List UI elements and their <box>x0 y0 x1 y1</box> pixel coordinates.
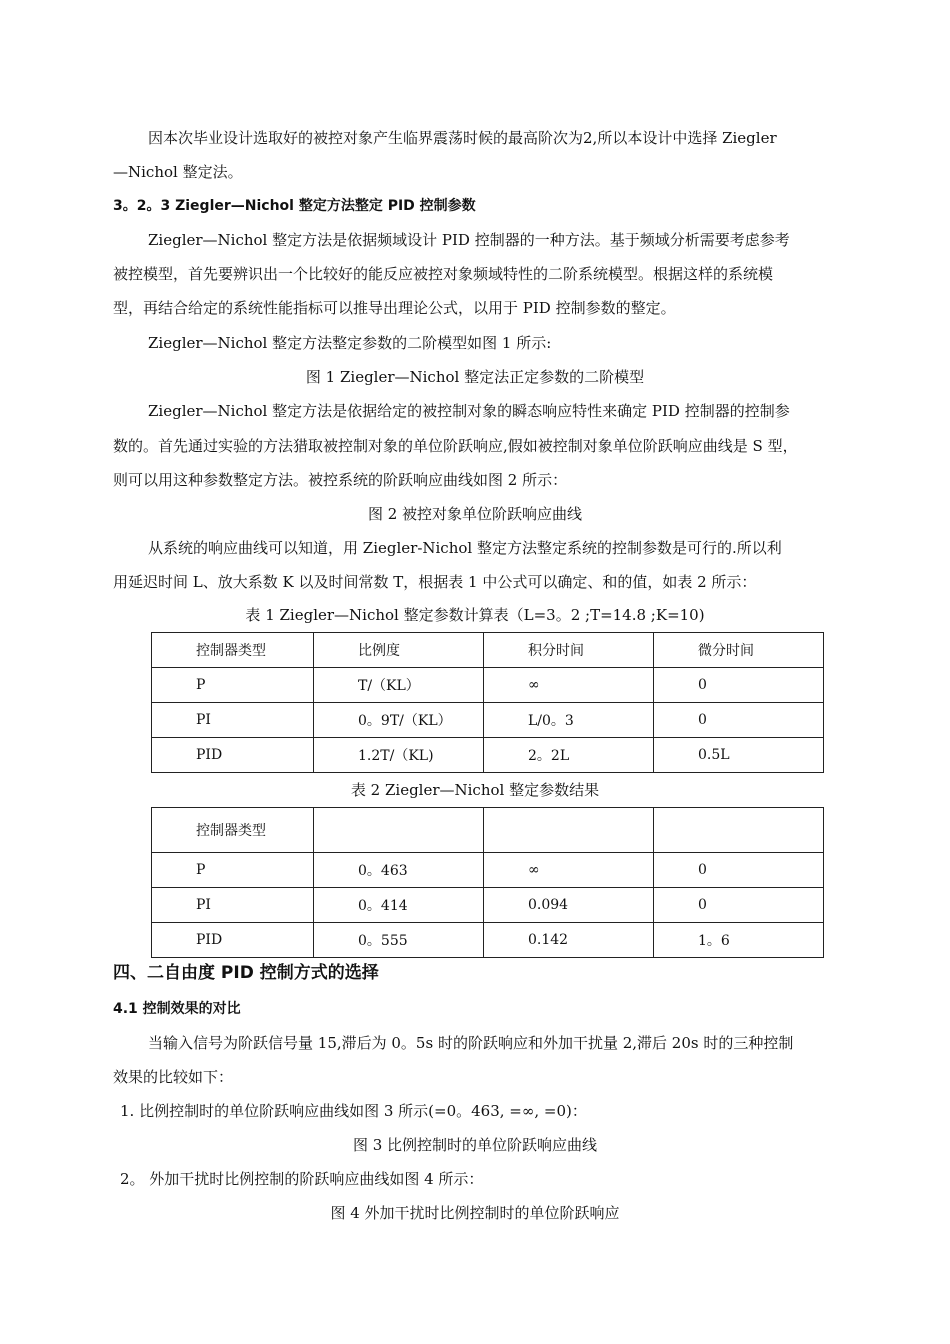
table-cell: 0 <box>654 668 824 703</box>
section-heading-3-2-3: 3。2。3 Ziegler—Nichol 整定方法整定 PID 控制参数 <box>113 198 476 214</box>
figure-2-caption: 图 2 被控对象单位阶跃响应曲线 <box>367 505 583 523</box>
table-header-cell: 控制器类型 <box>152 808 314 853</box>
table-cell: 0 <box>654 703 824 738</box>
table-row <box>152 923 824 958</box>
table-cell: 0 <box>654 888 824 923</box>
table-cell: 0.094 <box>484 888 654 923</box>
table-header-row <box>152 808 824 853</box>
figure-3-caption: 图 3 比例控制时的单位阶跃响应曲线 <box>352 1136 598 1154</box>
section-heading-4: 四、二自由度 PID 控制方式的选择 <box>113 963 379 983</box>
paragraph-line: Ziegler—Nichol 整定方法整定参数的二阶模型如图 1 所示: <box>148 334 552 352</box>
table-header-cell: 微分时间 <box>654 633 824 668</box>
table-cell: PI <box>152 888 314 923</box>
table-cell: T/（KL） <box>314 668 484 703</box>
paragraph-line: 型，再结合给定的系统性能指标可以推导出理论公式，以用于 PID 控制参数的整定。 <box>113 299 676 317</box>
table-cell: ∞ <box>484 853 654 888</box>
figure-1-caption: 图 1 Ziegler—Nichol 整定法正定参数的二阶模型 <box>305 368 645 386</box>
paragraph-line: Ziegler—Nichol 整定方法是依据频域设计 PID 控制器的一种方法。基于频域分析需要考虑参考 <box>148 231 790 249</box>
paragraph-line: 则可以用这种参数整定方法。被控系统的阶跃响应曲线如图 2 所示： <box>113 471 568 489</box>
table-header-cell <box>484 808 654 853</box>
table-row <box>152 888 824 923</box>
table-cell: L/0。3 <box>484 703 654 738</box>
paragraph-line: 效果的比较如下： <box>113 1068 234 1086</box>
list-item-1: 1. 比例控制时的单位阶跃响应曲线如图 3 所示(=0。463, =∞, =0)： <box>120 1102 587 1120</box>
paragraph-line: 数的。首先通过实验的方法猎取被控制对象的单位阶跃响应,假如被控制对象单位阶跃响应曲线是 S 型， <box>113 437 798 455</box>
table-row <box>152 703 824 738</box>
paragraph-line: 用延迟时间 L、放大系数 K 以及时间常数 T，根据表 1 中公式可以确定、和的值，如表 2 所示： <box>113 573 757 591</box>
table-cell: 0.142 <box>484 923 654 958</box>
table-header-cell <box>314 808 484 853</box>
table-header-row <box>152 633 824 668</box>
table-cell: 0。414 <box>314 888 484 923</box>
paragraph-line: 被控模型，首先要辨识出一个比较好的能反应被控对象频域特性的二阶系统模型。根据这样的系统模 <box>113 265 774 283</box>
paragraph-line: 当输入信号为阶跃信号量 15,滞后为 0。5s 时的阶跃响应和外加干扰量 2,滞后 20s 时的三种控制 <box>148 1034 794 1052</box>
table-2 <box>151 807 824 958</box>
table-header-cell <box>654 808 824 853</box>
table-header-cell: 积分时间 <box>484 633 654 668</box>
table-cell: 0.5L <box>654 738 824 773</box>
table-cell: PI <box>152 703 314 738</box>
table-2-caption: 表 2 Ziegler—Nichol 整定参数结果 <box>350 781 600 799</box>
table-cell: ∞ <box>484 668 654 703</box>
table-cell: PID <box>152 923 314 958</box>
table-cell: 2。2L <box>484 738 654 773</box>
table-1 <box>151 632 824 773</box>
paragraph-line: —Nichol 整定法。 <box>113 163 243 181</box>
table-cell: 0。463 <box>314 853 484 888</box>
table-cell: 0。9T/（KL） <box>314 703 484 738</box>
paragraph-line: 从系统的响应曲线可以知道，用 Ziegler-Nichol 整定方法整定系统的控制参数是可行的.所以利 <box>148 539 782 557</box>
table-cell: P <box>152 853 314 888</box>
paragraph-line: Ziegler—Nichol 整定方法是依据给定的被控制对象的瞬态响应特性来确定 PID 控制器的控制参 <box>148 402 790 420</box>
table-cell: PID <box>152 738 314 773</box>
table-cell: 1。6 <box>654 923 824 958</box>
table-cell: 0。555 <box>314 923 484 958</box>
table-row <box>152 668 824 703</box>
table-row <box>152 853 824 888</box>
list-item-2: 2。 外加干扰时比例控制的阶跃响应曲线如图 4 所示： <box>120 1170 484 1188</box>
table-header-cell: 控制器类型 <box>152 633 314 668</box>
table-cell: 0 <box>654 853 824 888</box>
table-1-caption: 表 1 Ziegler—Nichol 整定参数计算表（L=3。2 ;T=14.8 ;K=10) <box>245 606 705 624</box>
section-heading-4-1: 4.1 控制效果的对比 <box>113 1001 241 1017</box>
paragraph-line: 因本次毕业设计选取好的被控对象产生临界震荡时候的最高阶次为2,所以本设计中选择 Ziegler <box>148 129 777 147</box>
table-row <box>152 738 824 773</box>
table-header-cell: 比例度 <box>314 633 484 668</box>
figure-4-caption: 图 4 外加干扰时比例控制时的单位阶跃响应 <box>330 1204 620 1222</box>
table-cell: P <box>152 668 314 703</box>
table-cell: 1.2T/（KL) <box>314 738 484 773</box>
